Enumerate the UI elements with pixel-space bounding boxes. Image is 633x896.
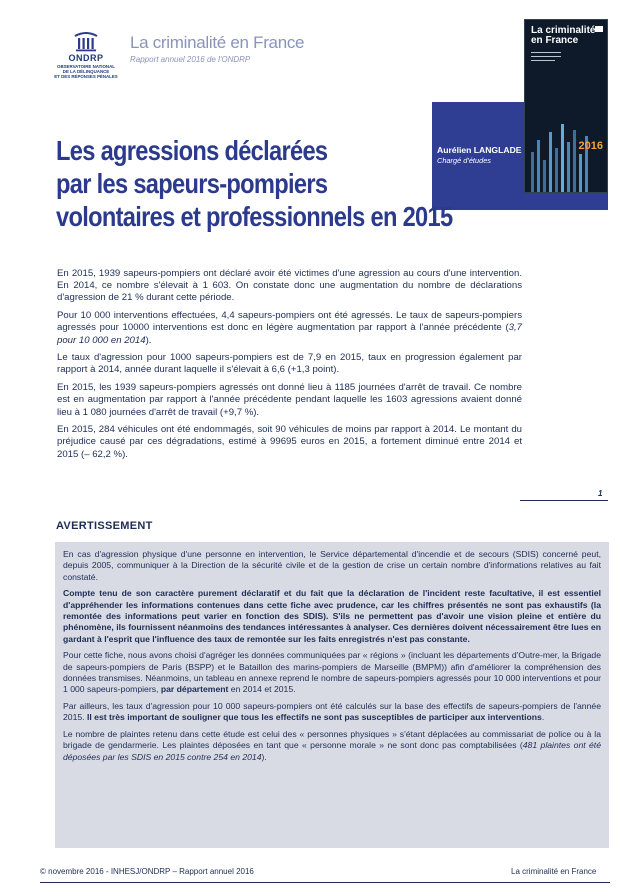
title-line: par les sapeurs-pompiers xyxy=(56,168,328,199)
logo-line: OBSERVATOIRE NATIONAL xyxy=(57,64,115,69)
page-number: 1 xyxy=(598,489,603,498)
logo-line: ET DES RÉPONSES PÉNALES xyxy=(54,74,118,80)
text-run-bold: par département xyxy=(160,684,229,695)
summary-paragraph: En 2015, 284 véhicules ont été endommagés, soit 90 véhicules de moins par rapport à 2014. Le montant du préjudice causé par ces dégradations, estimé à 99695 euros en 2015, a fortement diminué entre 2014 et 2015 (– 62,2 %). xyxy=(57,424,522,460)
warning-text xyxy=(63,549,601,769)
summary-paragraph: En 2015, les 1939 sapeurs-pompiers agressés ont donné lieu à 1185 journées d'arrêt de travail. Ce nombre est en augmentation par rapport à l'année précédente pendant laquelle les 1603 agressions avaient donné lieu à 1 080 journées d'arrêt de travail (+9,7 %). xyxy=(57,382,522,418)
footer-copyright: © novembre 2016 - INHESJ/ONDRP – Rapport annuel 2016 xyxy=(40,867,254,876)
warning-paragraph-bold: Compte tenu de son caractère purement déclaratif et du fait que la déclaration de l'incident reste facultative, il est essentiel d'appréhender les informations contenues dans cette fiche avec prudence, car les chiffres présentés ne sont pas exhaustifs (la remontée des informations peut varier en fonction des SDIS). S'ils ne permettent pas d'avoir une vision pleine et entière du phénomène, ils fournissent néanmoins des tendances intéressantes à analyser. Ces dernières doivent nécessairement être lues en gardant à l'esprit que l'influence des taux de remontée sur les faits enregistrés n'est pas constante. xyxy=(63,588,601,644)
logo-acronym: ONDRP xyxy=(68,53,104,63)
title-line: volontaires et professionnels en 2015 xyxy=(56,201,453,232)
publication-subtitle: Rapport annuel 2016 de l'ONDRP xyxy=(130,55,251,64)
title-line: Les agressions déclarées xyxy=(56,135,328,166)
summary xyxy=(57,268,522,466)
warning-paragraph xyxy=(63,650,601,695)
author-role: Chargé d'études xyxy=(437,156,492,165)
footer-title: La criminalité en France xyxy=(511,867,597,876)
warning-paragraph xyxy=(63,701,601,724)
divider xyxy=(520,500,608,501)
pillars-icon xyxy=(71,30,101,52)
article-title xyxy=(56,134,460,233)
text-run: . xyxy=(541,712,545,723)
cover-title xyxy=(525,20,607,46)
footer-rule xyxy=(40,882,610,883)
cover-title-line: La criminalité xyxy=(531,25,596,36)
cover-title-line: en France xyxy=(531,35,579,46)
author-name: Aurélien LANGLADE xyxy=(437,145,522,155)
text-run-italic: 3,7 pour 10 000 en 2014 xyxy=(57,322,522,346)
text-run: Par ailleurs, les taux d'agression pour 10 000 sapeurs-pompiers ont été calculés sur la base des effectifs de sapeurs-pompiers de l'année 2015. xyxy=(63,701,601,723)
cover-year: 2016 xyxy=(578,140,603,152)
text-run: Pour cette fiche, nous avons choisi d'agréger les données communiquées par « régions » (incluant les départements d'Outre-mer, la Brigade de sapeurs-pompiers de Paris (BSPP) et le Bataillon des marins-pompiers de Marseille (BMPM)) afin d'améliorer la compréhension des données transmises. Néanmoins, un tableau en annexe reprend le nombre de sapeurs-pompiers agressés pour 10 000 interventions et pour 1 000 sapeurs-pompiers, xyxy=(63,650,601,695)
text-run: Pour 10 000 interventions effectuées, 4,4 sapeurs-pompiers ont été agressés. Le taux de sapeurs-pompiers agressés pour 10000 interventions est donc en légère augmentation par rapport à l'année précédente ( xyxy=(57,310,522,334)
text-run: Le nombre de plaintes retenu dans cette étude est celui des « personnes physiques » s'étant déplacées au commissariat de police ou à la brigade de gendarmerie. Les plaintes déposées en tant que « personne morale » ne sont donc pas comptabilisées ( xyxy=(63,729,601,751)
text-run: ). xyxy=(145,334,152,346)
cover-logo-mark xyxy=(595,26,603,32)
logo-line: DE LA DÉLINQUANCE xyxy=(62,69,110,75)
summary-paragraph: Le taux d'agression pour 1000 sapeurs-pompiers est de 7,9 en 2015, taux en progression également par rapport à 2014, année durant laquelle il s'élevait à 6,6 (+1,3 point). xyxy=(57,352,522,376)
text-run: ). xyxy=(261,751,267,762)
summary-paragraph: En 2015, 1939 sapeurs-pompiers ont déclaré avoir été victimes d'une agression au cours d'une intervention. En 2014, ce nombre s'élevait à 1 603. On constate donc une augmentation du nombre de déclarations d'agression de 21 % durant cette période. xyxy=(57,268,522,304)
ondrp-logo xyxy=(48,30,124,80)
cover-fineprint: ▬▬▬▬▬▬▬▬▬▬ ▬▬▬▬▬▬▬▬▬▬ ▬▬▬▬▬▬▬▬ xyxy=(531,50,561,62)
warning-heading: AVERTISSEMENT xyxy=(56,520,153,532)
logo-fullname xyxy=(48,64,124,80)
publication-title: La criminalité en France xyxy=(130,33,305,52)
text-run-italic: 481 plaintes ont été déposées par les SDIS en 2015 contre 254 en 2014 xyxy=(63,740,601,762)
warning-paragraph xyxy=(63,729,601,763)
report-cover-image xyxy=(525,20,607,192)
text-run-bold: Il est très important de souligner que tous les effectifs ne sont pas susceptibles de participer aux interventions xyxy=(86,712,542,723)
text-run: en 2014 et 2015. xyxy=(228,684,296,695)
warning-paragraph: En cas d'agression physique d'une personne en intervention, le Service départemental d'incendie et de secours (SDIS) concerné peut, depuis 2005, communiquer à la Direction de la sécurité civile et de la gestion de crise un certain nombre d'informations relatives au fait constaté. xyxy=(63,549,601,582)
summary-paragraph xyxy=(57,310,522,347)
